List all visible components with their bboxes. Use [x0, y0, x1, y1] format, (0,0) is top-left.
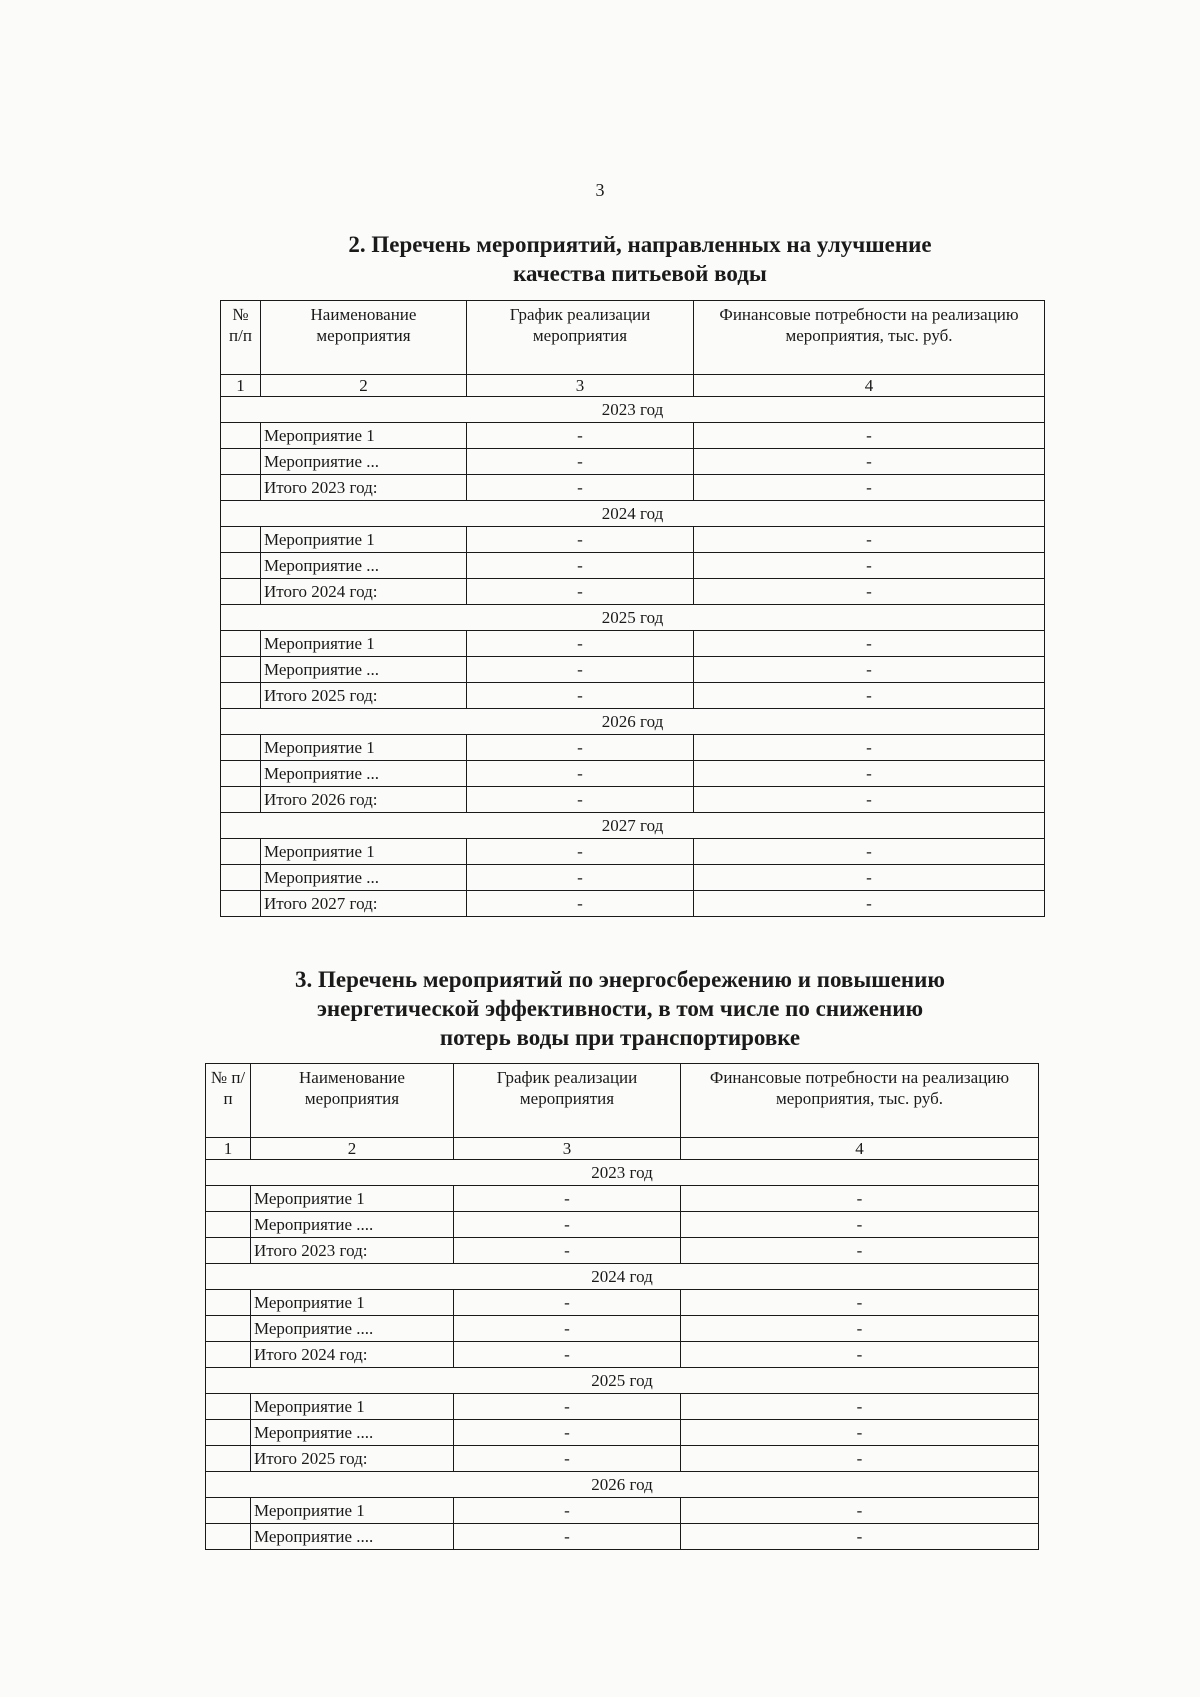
- item-schedule: -: [467, 579, 694, 605]
- header-schedule: График реализации мероприятия: [454, 1064, 681, 1138]
- section-2-title-line-1: 2. Перечень мероприятий, направленных на улучшение: [348, 232, 932, 257]
- item-name: Мероприятие ....: [251, 1524, 454, 1550]
- page-number: 3: [595, 180, 605, 200]
- item-schedule: -: [467, 449, 694, 475]
- item-schedule: -: [467, 527, 694, 553]
- item-name: Мероприятие ...: [261, 657, 467, 683]
- section-3-title-line-1: 3. Перечень мероприятий по энергосбережению и повышению: [295, 967, 945, 992]
- column-number: 2: [261, 375, 467, 397]
- year-label: 2026 год: [221, 709, 1045, 735]
- year-row: [221, 605, 1045, 631]
- column-number: 2: [251, 1138, 454, 1160]
- header-schedule: График реализации мероприятия: [467, 301, 694, 375]
- item-name: Итого 2023 год:: [251, 1238, 454, 1264]
- year-row: [206, 1472, 1039, 1498]
- header-finance: Финансовые потребности на реализацию мероприятия, тыс. руб.: [681, 1064, 1039, 1138]
- column-number: 3: [467, 375, 694, 397]
- item-finance: -: [681, 1238, 1039, 1264]
- item-schedule: -: [454, 1394, 681, 1420]
- year-label: 2023 год: [206, 1160, 1039, 1186]
- item-schedule: -: [467, 553, 694, 579]
- item-schedule: -: [467, 865, 694, 891]
- table-row: [206, 1524, 1039, 1550]
- year-label: 2024 год: [221, 501, 1045, 527]
- year-row: [221, 397, 1045, 423]
- table-row: [206, 1290, 1039, 1316]
- item-finance: -: [681, 1420, 1039, 1446]
- item-schedule: -: [454, 1342, 681, 1368]
- table-row: [221, 761, 1045, 787]
- year-label: 2023 год: [221, 397, 1045, 423]
- item-schedule: -: [454, 1524, 681, 1550]
- table-row: [206, 1316, 1039, 1342]
- item-name: Мероприятие 1: [261, 423, 467, 449]
- year-row: [221, 813, 1045, 839]
- year-row: [206, 1160, 1039, 1186]
- item-finance: -: [681, 1446, 1039, 1472]
- item-schedule: -: [467, 423, 694, 449]
- header-num: № п/п: [206, 1064, 251, 1138]
- item-finance: -: [694, 891, 1045, 917]
- item-name: Мероприятие 1: [251, 1186, 454, 1212]
- item-name: Мероприятие 1: [251, 1498, 454, 1524]
- item-schedule: -: [467, 735, 694, 761]
- item-schedule: -: [467, 657, 694, 683]
- year-row: [206, 1264, 1039, 1290]
- year-row: [221, 501, 1045, 527]
- table-row: [206, 1498, 1039, 1524]
- table-row: [221, 735, 1045, 761]
- table-row: [221, 631, 1045, 657]
- table-row: [221, 579, 1045, 605]
- item-schedule: -: [454, 1290, 681, 1316]
- item-name: Мероприятие ...: [261, 865, 467, 891]
- item-schedule: -: [454, 1446, 681, 1472]
- item-finance: -: [694, 553, 1045, 579]
- header-name: Наименование мероприятия: [251, 1064, 454, 1138]
- table-row: [221, 683, 1045, 709]
- item-name: Итого 2024 год:: [261, 579, 467, 605]
- item-name: Мероприятие ...: [261, 553, 467, 579]
- table-row: [221, 657, 1045, 683]
- table-row: [206, 1394, 1039, 1420]
- year-label: 2025 год: [206, 1368, 1039, 1394]
- item-schedule: -: [454, 1420, 681, 1446]
- item-finance: -: [681, 1524, 1039, 1550]
- item-name: Мероприятие ....: [251, 1316, 454, 1342]
- column-numbers-row: [206, 1138, 1039, 1160]
- item-name: Мероприятие 1: [261, 735, 467, 761]
- item-schedule: -: [467, 475, 694, 501]
- item-schedule: -: [467, 683, 694, 709]
- table-header-row: [221, 301, 1045, 375]
- item-name: Мероприятие 1: [261, 631, 467, 657]
- item-schedule: -: [467, 787, 694, 813]
- section-3-title-line-2: энергетической эффективности, в том числе по снижению: [316, 996, 924, 1021]
- table-row: [206, 1342, 1039, 1368]
- item-name: Итого 2025 год:: [261, 683, 467, 709]
- item-schedule: -: [454, 1186, 681, 1212]
- table-header-row: [206, 1064, 1039, 1138]
- item-finance: -: [694, 839, 1045, 865]
- item-schedule: -: [454, 1212, 681, 1238]
- item-name: Итого 2027 год:: [261, 891, 467, 917]
- item-finance: -: [681, 1290, 1039, 1316]
- item-finance: -: [694, 761, 1045, 787]
- item-schedule: -: [467, 891, 694, 917]
- table-row: [221, 423, 1045, 449]
- table-row: [206, 1212, 1039, 1238]
- item-finance: -: [681, 1342, 1039, 1368]
- item-name: Итого 2023 год:: [261, 475, 467, 501]
- item-finance: -: [694, 657, 1045, 683]
- table-row: [221, 475, 1045, 501]
- column-number: 1: [206, 1138, 251, 1160]
- year-label: 2025 год: [221, 605, 1045, 631]
- header-finance: Финансовые потребности на реализацию мероприятия, тыс. руб.: [694, 301, 1045, 375]
- section-2-table: [220, 300, 1045, 917]
- item-schedule: -: [454, 1498, 681, 1524]
- item-name: Мероприятие ....: [251, 1212, 454, 1238]
- item-finance: -: [681, 1212, 1039, 1238]
- item-name: Мероприятие 1: [261, 527, 467, 553]
- item-finance: -: [681, 1394, 1039, 1420]
- year-row: [206, 1368, 1039, 1394]
- item-finance: -: [694, 735, 1045, 761]
- section-3-title: [230, 965, 1010, 1052]
- year-row: [221, 709, 1045, 735]
- column-numbers-row: [221, 375, 1045, 397]
- item-schedule: -: [467, 761, 694, 787]
- column-number: 3: [454, 1138, 681, 1160]
- column-number: 4: [681, 1138, 1039, 1160]
- column-number: 1: [221, 375, 261, 397]
- item-finance: -: [694, 527, 1045, 553]
- item-schedule: -: [454, 1316, 681, 1342]
- year-label: 2024 год: [206, 1264, 1039, 1290]
- item-finance: -: [681, 1498, 1039, 1524]
- item-finance: -: [694, 683, 1045, 709]
- header-num: № п/п: [221, 301, 261, 375]
- item-finance: -: [694, 423, 1045, 449]
- column-number: 4: [694, 375, 1045, 397]
- item-name: Итого 2024 год:: [251, 1342, 454, 1368]
- item-name: Мероприятие 1: [251, 1290, 454, 1316]
- item-name: Мероприятие 1: [261, 839, 467, 865]
- table-row: [221, 865, 1045, 891]
- item-finance: -: [694, 449, 1045, 475]
- table-row: [206, 1446, 1039, 1472]
- header-name: Наименование мероприятия: [261, 301, 467, 375]
- table-row: [206, 1238, 1039, 1264]
- table-row: [221, 891, 1045, 917]
- table-row: [221, 449, 1045, 475]
- item-name: Итого 2025 год:: [251, 1446, 454, 1472]
- table-row: [206, 1420, 1039, 1446]
- item-finance: -: [694, 475, 1045, 501]
- item-schedule: -: [467, 631, 694, 657]
- item-name: Мероприятие ...: [261, 761, 467, 787]
- year-label: 2027 год: [221, 813, 1045, 839]
- item-name: Мероприятие ...: [261, 449, 467, 475]
- item-name: Мероприятие 1: [251, 1394, 454, 1420]
- item-finance: -: [694, 579, 1045, 605]
- item-finance: -: [694, 631, 1045, 657]
- item-name: Мероприятие ....: [251, 1420, 454, 1446]
- section-2-title: [280, 230, 1000, 288]
- table-row: [206, 1186, 1039, 1212]
- item-finance: -: [694, 787, 1045, 813]
- section-3-title-line-3: потерь воды при транспортировке: [439, 1025, 801, 1050]
- section-3-table: [205, 1063, 1039, 1550]
- table-row: [221, 527, 1045, 553]
- item-finance: -: [694, 865, 1045, 891]
- table-row: [221, 553, 1045, 579]
- item-schedule: -: [454, 1238, 681, 1264]
- item-finance: -: [681, 1316, 1039, 1342]
- section-2-title-line-2: качества питьевой воды: [513, 261, 767, 286]
- table-row: [221, 839, 1045, 865]
- item-name: Итого 2026 год:: [261, 787, 467, 813]
- item-finance: -: [681, 1186, 1039, 1212]
- table-row: [221, 787, 1045, 813]
- year-label: 2026 год: [206, 1472, 1039, 1498]
- item-schedule: -: [467, 839, 694, 865]
